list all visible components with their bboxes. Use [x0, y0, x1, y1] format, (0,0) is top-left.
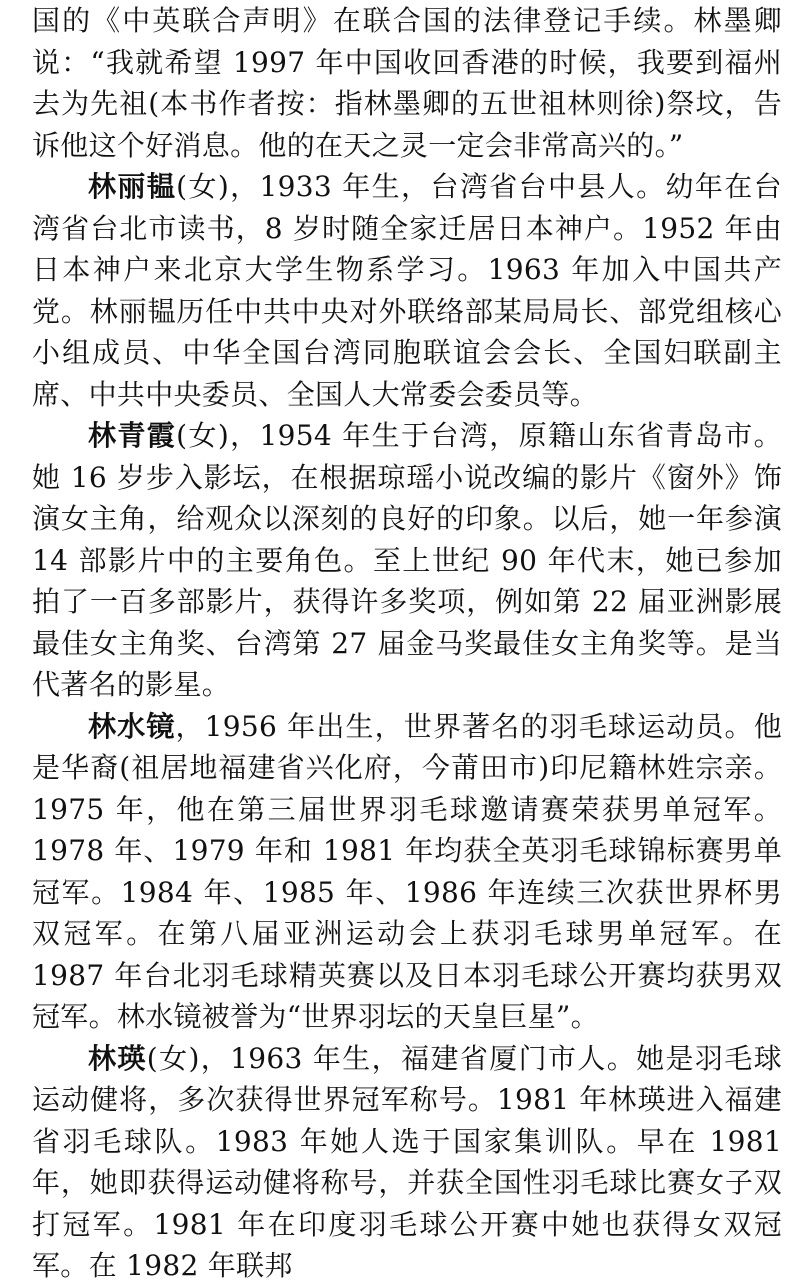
document-page [32, 0, 782, 1287]
paragraph-lin-shuijing [32, 706, 782, 1038]
person-name: 林青霞 [88, 419, 177, 452]
paragraph-text: 国的《中英联合声明》在联合国的法律登记手续。林墨卿说：“我就希望 1997 年中国收回香港的时候，我要到福州去为先祖(本书作者按：指林墨卿的五世祖林则徐)祭坟，告诉他这个好消息。他的在天之灵一定会非常高兴的。” [32, 4, 782, 162]
paragraph-continuation [32, 0, 782, 166]
person-name: 林丽韫 [88, 170, 177, 203]
paragraph-text: (女)，1954 年生于台湾，原籍山东省青岛市。她 16 岁步入影坛，在根据琼瑶小说改编的影片《窗外》饰演女主角，给观众以深刻的良好的印象。以后，她一年参演 14 部影片中的主要角色。至上世纪 90 年代末，她已参加拍了一百多部影片，获得许多奖项，例如第 22 届亚洲影展最佳女主角奖、台湾第 27 届金马奖最佳女主角奖等。是当代著名的影星。 [32, 419, 782, 701]
paragraph-text: (女)，1933 年生，台湾省台中县人。幼年在台湾省台北市读书，8 岁时随全家迁居日本神户。1952 年由日本神户来北京大学生物系学习。1963 年加入中国共产党。林丽韫历任中共中央对外联络部某局局长、部党组核心小组成员、中华全国台湾同胞联谊会会长、全国妇联副主席、中共中央委员、全国人大常委会委员等。 [32, 170, 782, 411]
person-name: 林瑛 [88, 1041, 147, 1075]
person-name: 林水镜 [88, 709, 176, 743]
paragraph-lin-liyun [32, 166, 782, 415]
paragraph-lin-ying [32, 1038, 782, 1287]
paragraph-text: (女)，1963 年生，福建省厦门市人。她是羽毛球运动健将，多次获得世界冠军称号。1981 年林瑛进入福建省羽毛球队。1983 年她人选于国家集训队。早在 1981 年，她即获得运动健将称号，并获全国性羽毛球比赛女子双打冠军。1981 年在印度羽毛球公开赛中她也获得女双冠军。在 1982 年联邦 [32, 1041, 782, 1282]
paragraph-lin-qingxia [32, 415, 782, 706]
paragraph-text: ，1956 年出生，世界著名的羽毛球运动员。他是华裔(祖居地福建省兴化府，今莆田市)印尼籍林姓宗亲。1975 年，他在第三届世界羽毛球邀请赛荣获男单冠军。1978 年、1979 年和 1981 年均获全英羽毛球锦标赛男单冠军。1984 年、1985 年、1986 年连续三次获世界杯男双冠军。在第八届亚洲运动会上获羽毛球男单冠军。在 1987 年台北羽毛球精英赛以及日本羽毛球公开赛均获男双冠军。林水镜被誉为“世界羽坛的天皇巨星”。 [32, 709, 782, 1033]
